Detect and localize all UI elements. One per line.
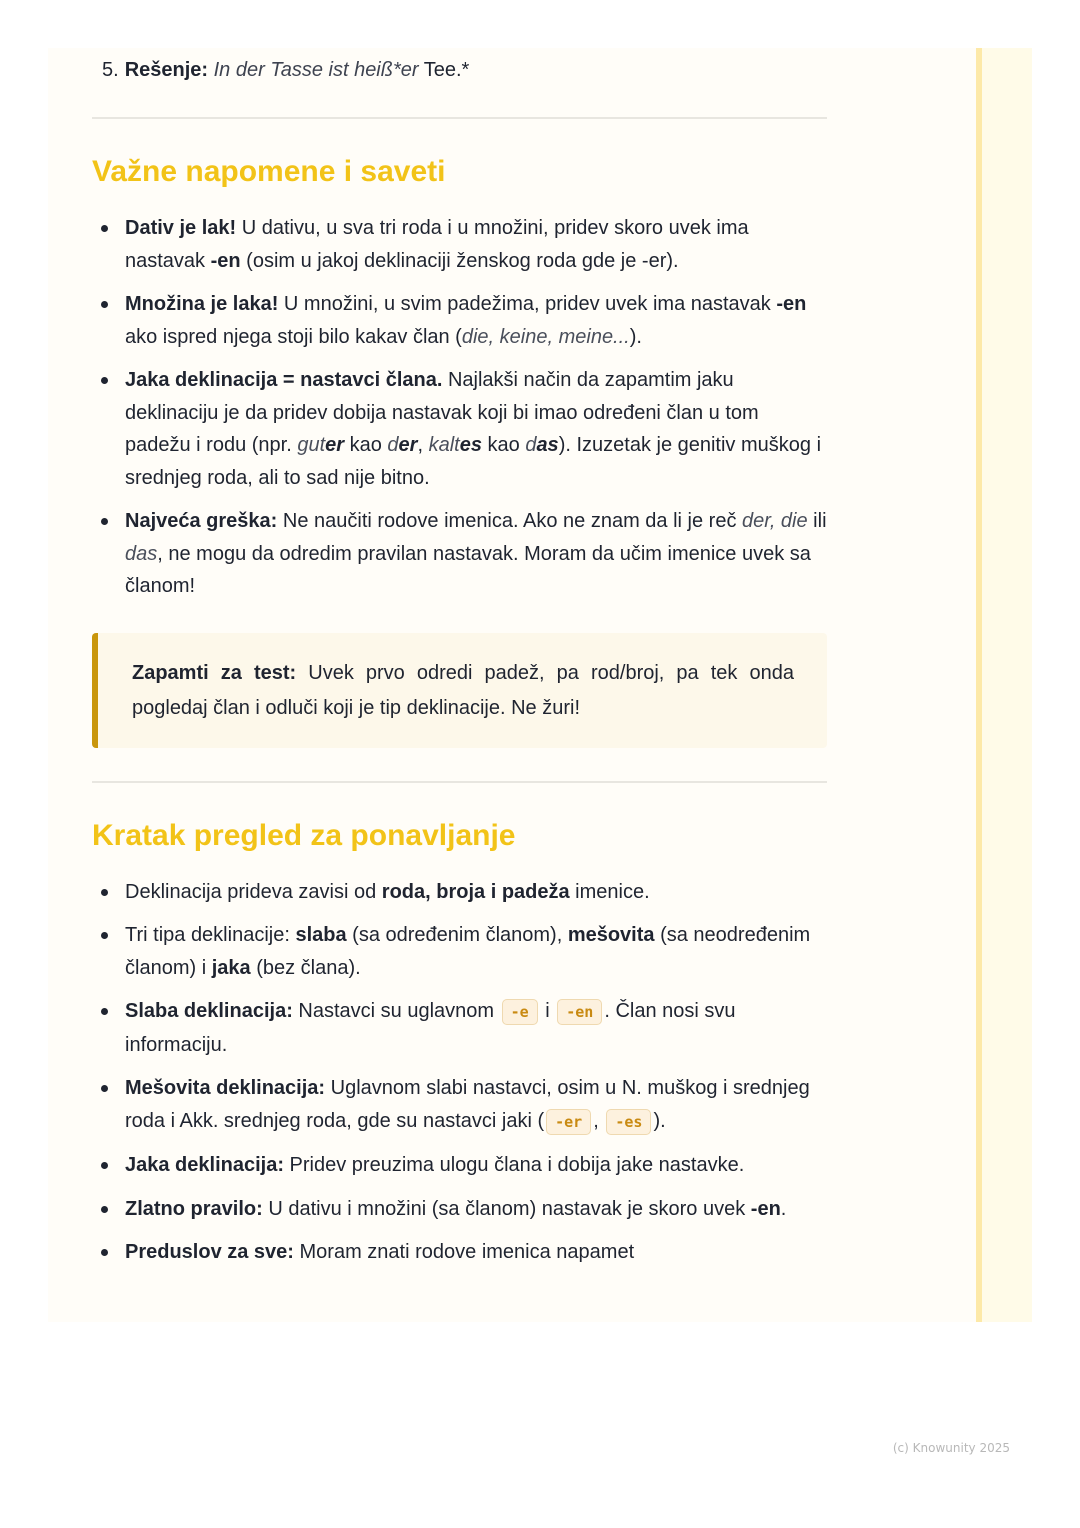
list-item xyxy=(92,1193,827,1226)
item-bold: -en xyxy=(210,249,241,272)
item-lead: Slaba deklinacija: xyxy=(125,1000,293,1022)
item-text: U množini, u svim padežima, pridev uvek ima nastavak xyxy=(278,293,777,315)
item-text: Najlakši način da zapamtim jaku deklinaciju je da pridev dobija nastavak koji bi imao određeni član u tom padežu i rodu (npr. xyxy=(125,369,759,456)
item-lead: Jaka deklinacija = nastavci člana. xyxy=(125,369,443,391)
item-lead: Preduslov za sve: xyxy=(125,1241,294,1263)
list-item xyxy=(92,1149,827,1182)
item-text: i xyxy=(539,1000,556,1022)
list-item xyxy=(92,995,827,1061)
item-lead: Mešovita deklinacija: xyxy=(125,1077,326,1099)
item-text: (bez člana). xyxy=(250,956,361,979)
item-text: kao xyxy=(344,434,388,456)
callout-label: Zapamti za test: xyxy=(132,661,297,684)
item-text: . xyxy=(780,1197,787,1220)
item-text: , xyxy=(593,1109,605,1132)
item-text: (sa neodređenim članom) i xyxy=(125,924,811,979)
item-text: Deklinacija prideva zavisi od xyxy=(125,880,382,903)
solution-line xyxy=(92,56,827,84)
item-text: ). xyxy=(629,325,642,348)
ending-code: -e xyxy=(502,999,538,1025)
item-bold-italic: er xyxy=(398,434,418,456)
item-lead: Dativ je lak! xyxy=(125,217,237,239)
item-text: , xyxy=(417,434,429,456)
item-text: Moram znati rodove imenica napamet xyxy=(293,1241,635,1263)
item-bold: mešovita xyxy=(567,924,655,946)
item-bold-italic: er xyxy=(325,434,345,456)
item-italic: der, die xyxy=(742,510,808,532)
item-bold: -en xyxy=(750,1197,781,1220)
item-bold-italic: as xyxy=(536,434,559,456)
item-italic: kalt xyxy=(428,434,460,456)
review-list xyxy=(92,876,827,1269)
list-item xyxy=(92,505,827,603)
section-heading-notes: Važne napomene i saveti xyxy=(92,155,446,188)
item-text: Nastavci su uglavnom xyxy=(292,1000,500,1022)
item-text: (osim u jakoj deklinaciji ženskog roda gde je -er). xyxy=(240,249,679,272)
section-heading-review: Kratak pregled za ponavljanje xyxy=(92,818,516,852)
item-lead: Množina je laka! xyxy=(125,293,279,315)
document-content xyxy=(92,48,827,1269)
copyright-footer: (c) Knowunity 2025 xyxy=(892,1441,1010,1455)
ending-code: -er xyxy=(546,1109,591,1135)
item-text: ). xyxy=(653,1109,666,1132)
item-text: Uglavnom slabi nastavci, osim u N. muškog i srednjeg roda i Akk. srednjeg roda, gde su nastavci jaki ( xyxy=(125,1077,810,1132)
item-text: Tri tipa deklinacije: xyxy=(125,924,296,946)
item-text: ako ispred njega stoji bilo kakav član ( xyxy=(125,325,462,348)
item-bold: roda, broja i padeža xyxy=(381,880,570,903)
item-italic: gut xyxy=(297,434,326,456)
item-text: . Član nosi svu informaciju. xyxy=(125,1000,736,1056)
list-item xyxy=(92,212,827,277)
list-item xyxy=(92,1236,827,1269)
item-text: U dativu i množini (sa članom) nastavak je skoro uvek xyxy=(262,1197,751,1220)
item-text: kao xyxy=(481,434,526,456)
item-bold: jaka xyxy=(211,956,251,979)
item-italic: d xyxy=(387,434,399,456)
notes-list xyxy=(92,212,827,603)
solution-label: Rešenje: xyxy=(124,59,209,81)
item-text: U dativu, u sva tri roda i u množini, pridev skoro uvek ima nastavak xyxy=(125,217,749,272)
list-item xyxy=(92,288,827,353)
item-text: (sa određenim članom), xyxy=(346,924,568,946)
item-text: , ne mogu da odredim pravilan nastavak. Moram da učim imenice uvek sa članom! xyxy=(125,542,811,597)
solution-tail: Tee.* xyxy=(423,59,470,81)
item-lead: Najveća greška: xyxy=(125,510,278,532)
item-text: Pridev preuzima ulogu člana i dobija jake nastavke. xyxy=(283,1154,745,1176)
list-item xyxy=(92,364,827,494)
list-item xyxy=(92,919,827,984)
item-italic: das xyxy=(125,542,158,565)
ending-code: -en xyxy=(557,999,602,1025)
item-text: imenice. xyxy=(569,880,650,903)
test-tip-callout xyxy=(92,633,827,748)
item-text: ). Izuzetak je genitiv muškog i srednjeg roda, ali to sad nije bitno. xyxy=(125,434,822,489)
item-bold: slaba xyxy=(295,924,347,946)
ending-code: -es xyxy=(606,1109,651,1135)
item-bold-italic: es xyxy=(459,434,482,456)
side-decoration-strip xyxy=(976,48,1032,1322)
item-lead: Zlatno pravilo: xyxy=(125,1197,263,1220)
item-italic: die, keine, meine... xyxy=(461,325,630,348)
solution-number: 5. xyxy=(102,59,119,81)
callout-text: Uvek prvo odredi padež, pa rod/broj, pa tek onda pogledaj član i odluči koji je tip deklinacije. Ne žuri! xyxy=(132,661,794,719)
solution-sentence: In der Tasse ist heiß*er xyxy=(213,59,419,81)
divider xyxy=(92,117,827,119)
list-item xyxy=(92,876,827,909)
item-lead: Jaka deklinacija: xyxy=(125,1154,284,1176)
item-text: ili xyxy=(807,510,827,532)
item-text: Ne naučiti rodove imenica. Ako ne znam da li je reč xyxy=(277,510,743,532)
divider xyxy=(92,781,827,783)
list-item xyxy=(92,1072,827,1138)
item-bold: -en xyxy=(776,293,807,315)
item-italic: d xyxy=(525,434,537,456)
